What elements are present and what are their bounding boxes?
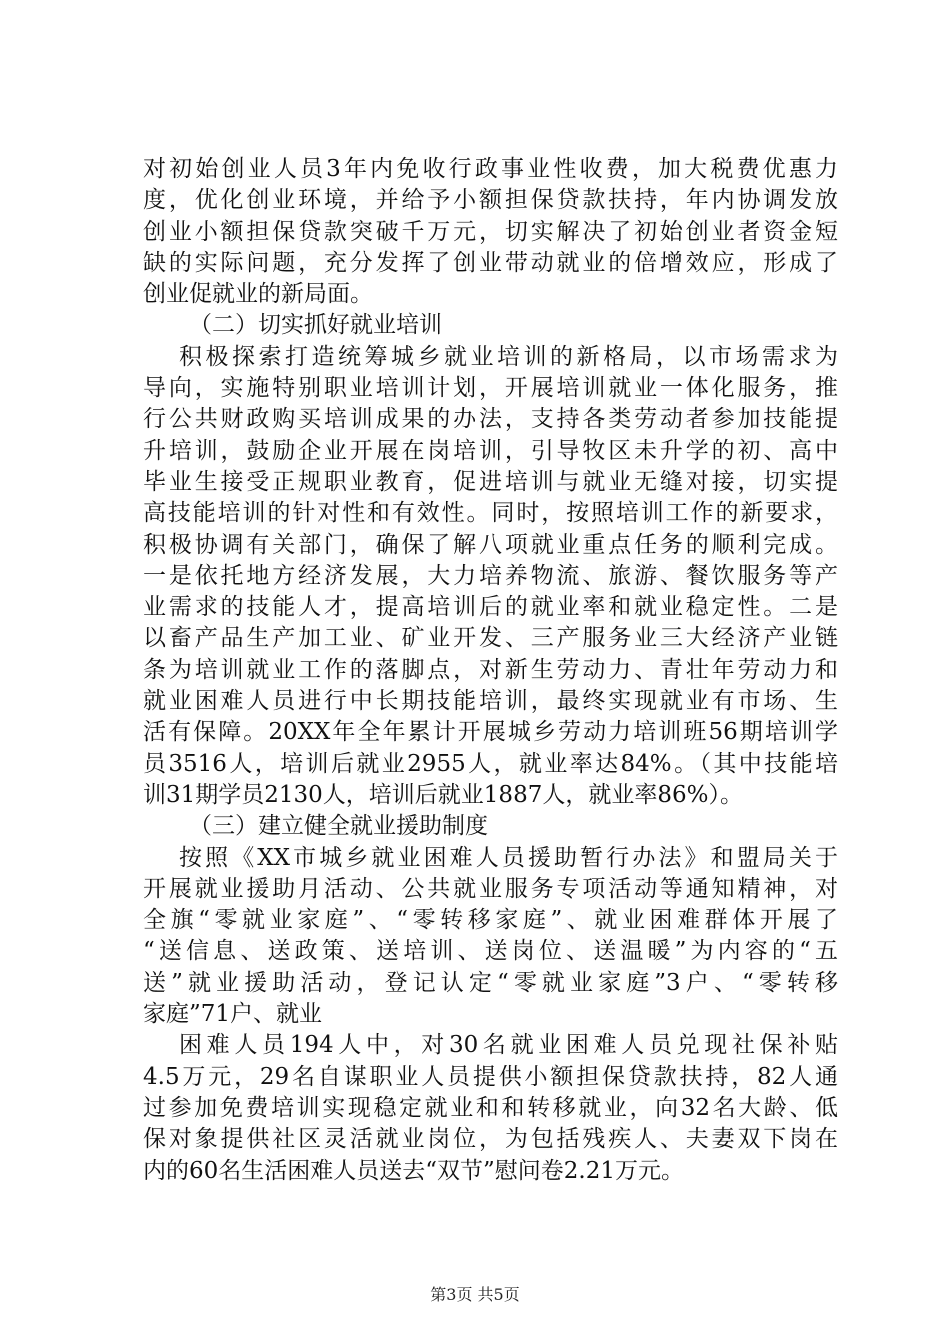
body-text-line: 就业困难人员进行中长期技能培训，最终实现就业有市场、生 xyxy=(143,688,838,715)
body-text-line: 缺的实际问题，充分发挥了创业带动就业的倍增效应，形成了 xyxy=(143,249,838,276)
body-text-line: 业需求的技能人才，提高培训后的就业率和就业稳定性。二是 xyxy=(143,594,838,621)
document-body xyxy=(143,154,838,1187)
body-text-line: 毕业生接受正规职业教育，促进培训与就业无缝对接，切实提 xyxy=(143,468,838,495)
body-text-line: 以畜产品生产加工业、矿业开发、三产服务业三大经济产业链 xyxy=(143,625,838,652)
body-text-line: 按照《XX市城乡就业困难人员援助暂行办法》和盟局关于 xyxy=(179,844,838,871)
body-text-line: 全旗“零就业家庭”、“零转移家庭”、就业困难群体开展了 xyxy=(143,907,838,934)
body-text-line: 高技能培训的针对性和有效性。同时，按照培训工作的新要求， xyxy=(143,500,838,527)
body-text-line: 对初始创业人员3年内免收行政事业性收费，加大税费优惠力 xyxy=(143,156,838,182)
body-text-line: 过参加免费培训实现稳定就业和和转移就业，向32名大龄、低 xyxy=(143,1094,838,1121)
body-text-line: 创业促就业的新局面。 xyxy=(143,281,373,308)
body-text-line: 开展就业援助月活动、公共就业服务专项活动等通知精神，对 xyxy=(143,875,838,902)
body-text-line: 一是依托地方经济发展，大力培养物流、旅游、餐饮服务等产 xyxy=(143,562,838,589)
body-text-line: 度，优化创业环境，并给予小额担保贷款扶持，年内协调发放 xyxy=(143,187,838,214)
body-text-line: “送信息、送政策、送培训、送岗位、送温暖”为内容的“五 xyxy=(143,938,838,965)
body-text-line: 困难人员194人中，对30名就业困难人员兑现社保补贴 xyxy=(179,1032,838,1059)
body-text-line: 家庭”71户、就业 xyxy=(143,1001,323,1028)
body-text-line: 导向，实施特别职业培训计划，开展培训就业一体化服务，推 xyxy=(143,375,838,402)
section-heading: （三）建立健全就业援助制度 xyxy=(189,813,488,840)
body-text-line: 积极探索打造统筹城乡就业培训的新格局，以市场需求为 xyxy=(179,343,838,370)
body-text-line: 保对象提供社区灵活就业岗位，为包括残疾人、夫妻双下岗在 xyxy=(143,1126,838,1153)
body-text-line: 训31期学员2130人，培训后就业1887人，就业率86%）。 xyxy=(143,781,743,808)
body-text-line: 行公共财政购买培训成果的办法，支持各类劳动者参加技能提 xyxy=(143,406,838,433)
body-text-line: 积极协调有关部门，确保了解八项就业重点任务的顺利完成。 xyxy=(143,531,838,558)
body-text-line: 条为培训就业工作的落脚点，对新生劳动力、青壮年劳动力和 xyxy=(143,656,838,683)
body-text-line: 活有保障。20XX年全年累计开展城乡劳动力培训班56期培训学 xyxy=(143,719,838,746)
page-number-footer: 第3页 共5页 xyxy=(430,1285,520,1304)
body-text-line: 创业小额担保贷款突破千万元，切实解决了初始创业者资金短 xyxy=(143,218,838,245)
section-heading: （二）切实抓好就业培训 xyxy=(189,312,442,339)
body-text-line: 4.5万元，29名自谋职业人员提供小额担保贷款扶持，82人通 xyxy=(143,1063,838,1090)
body-text-line: 内的60名生活困难人员送去“双节”慰问卷2.21万元。 xyxy=(143,1157,684,1184)
body-text-line: 员3516人，培训后就业2955人，就业率达84%。（其中技能培 xyxy=(143,750,838,777)
body-text-line: 送”就业援助活动，登记认定“零就业家庭”3户、“零转移 xyxy=(143,969,838,996)
body-text-line: 升培训，鼓励企业开展在岗培训，引导牧区未升学的初、高中 xyxy=(143,437,838,464)
